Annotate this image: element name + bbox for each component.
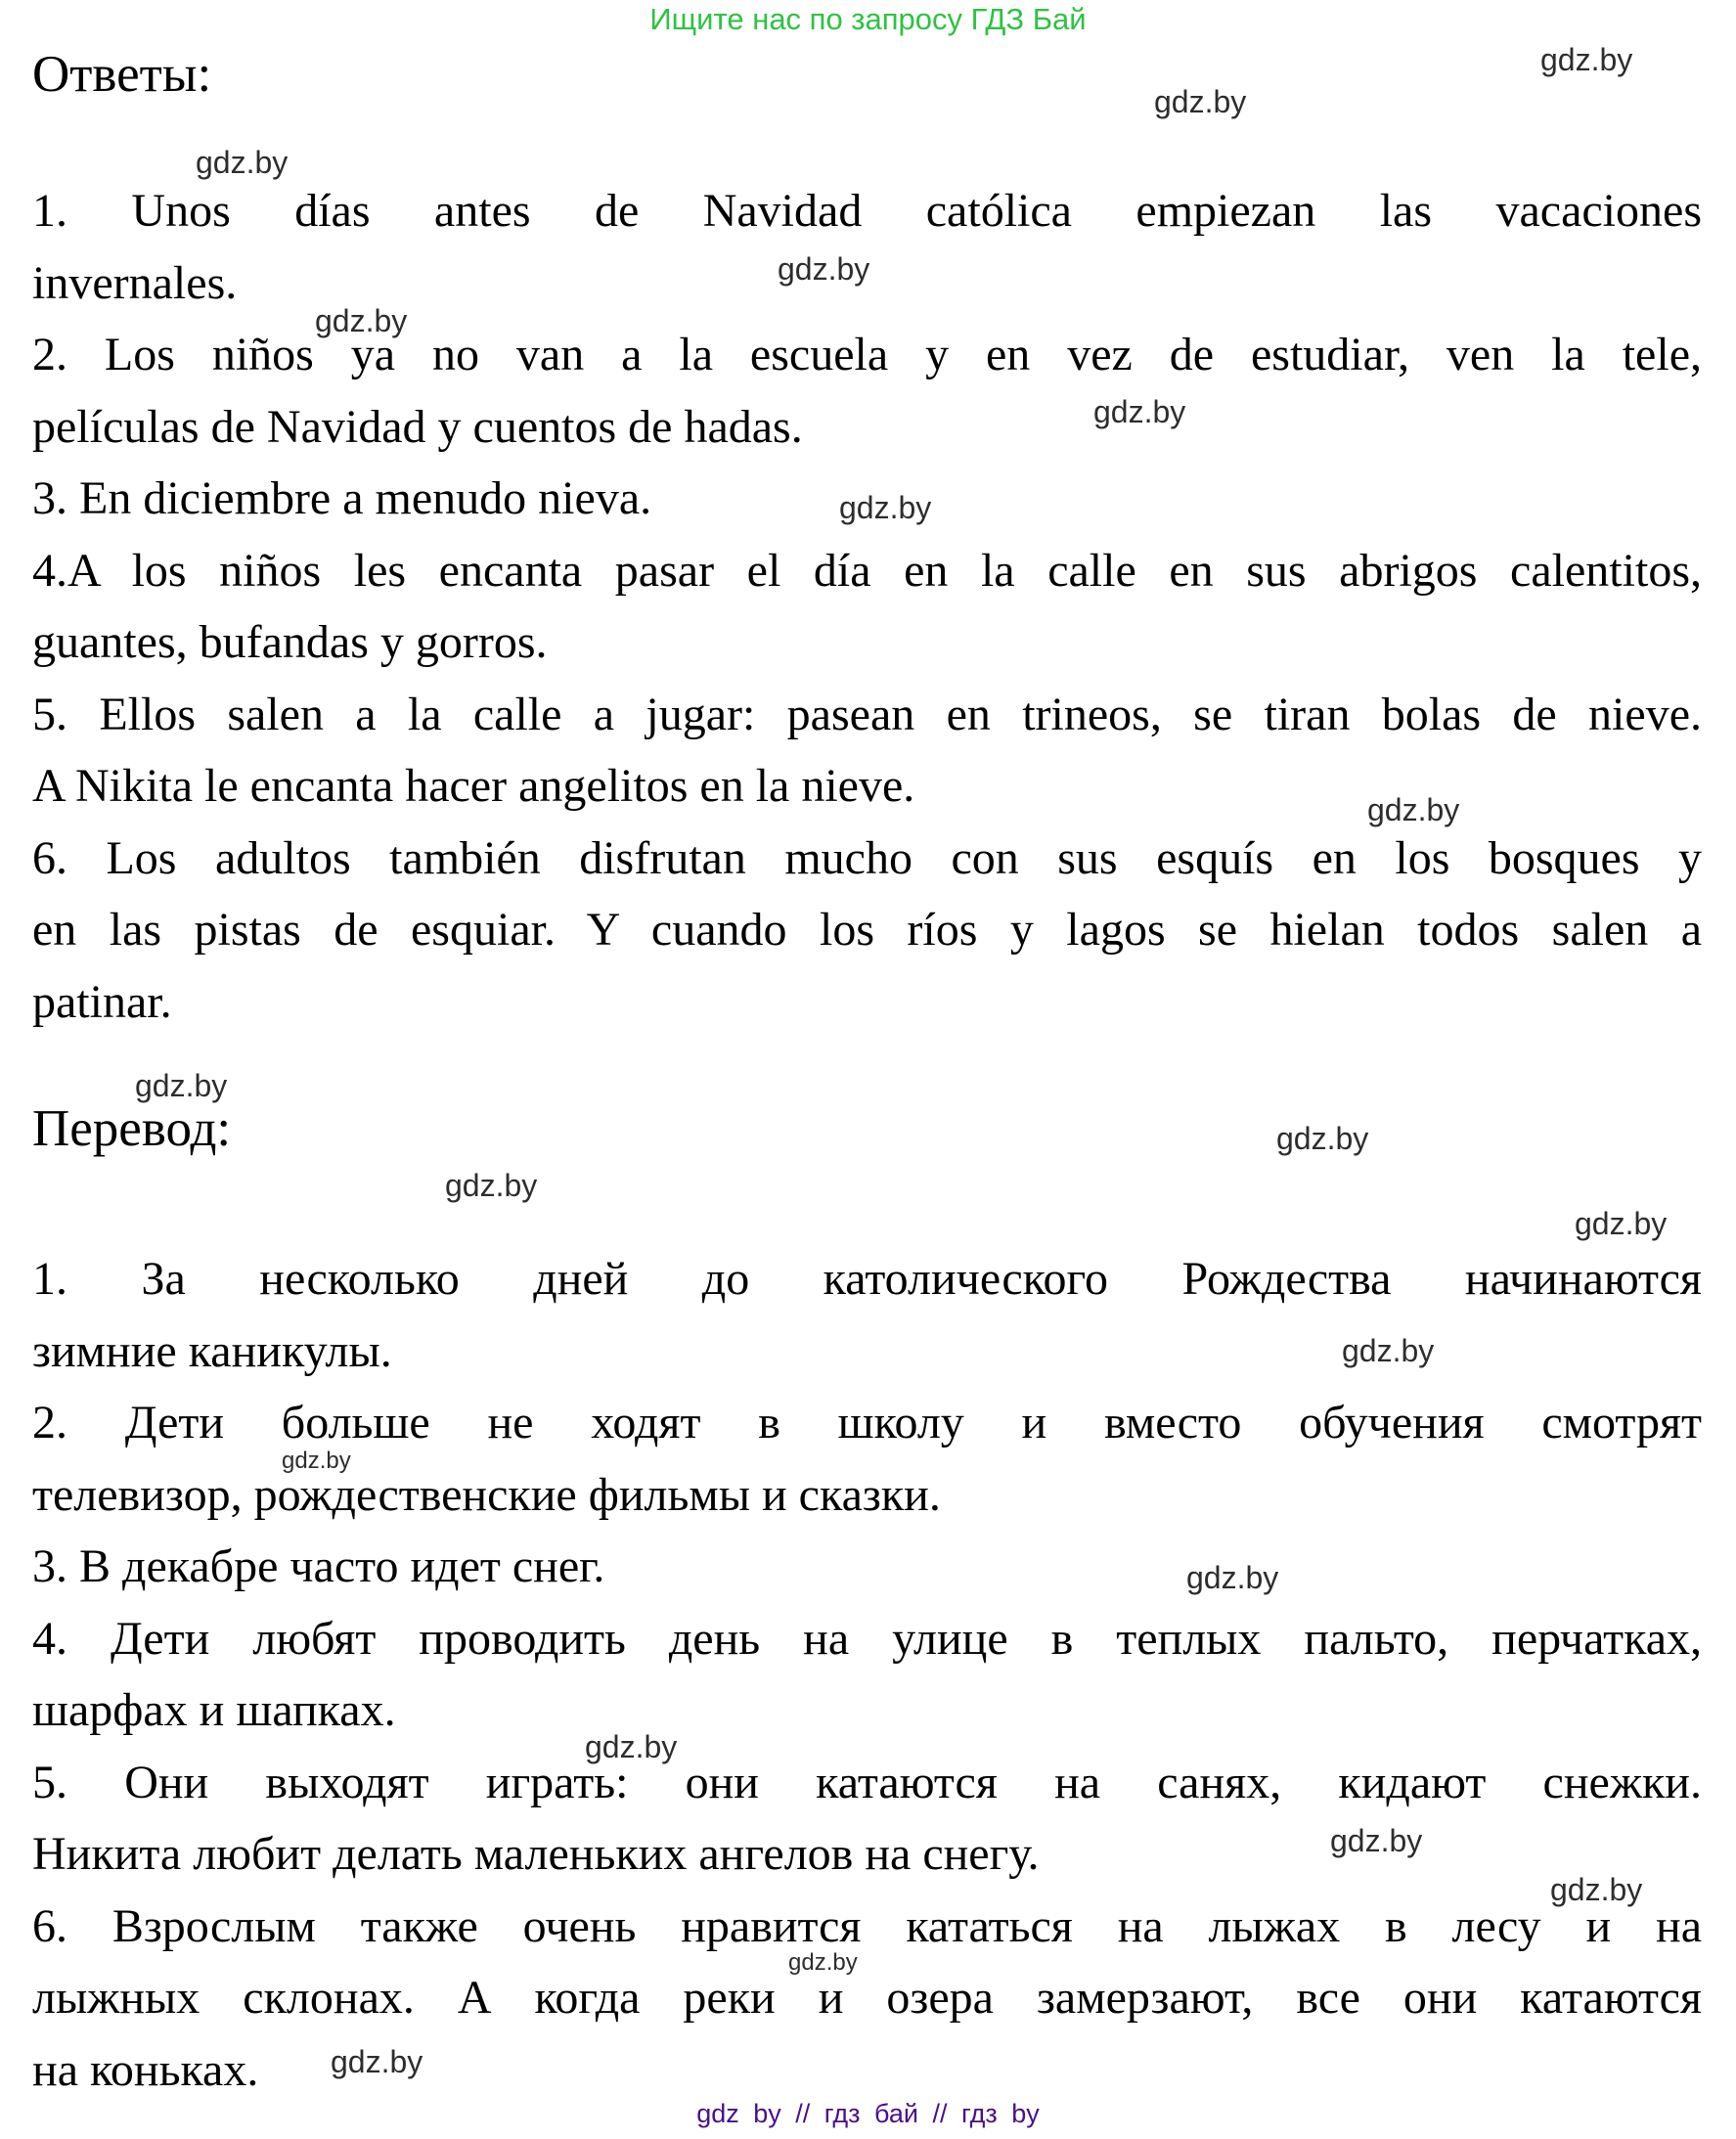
gdz-watermark: gdz.by bbox=[315, 303, 408, 338]
gdz-watermark: gdz.by bbox=[1367, 792, 1460, 827]
text-line: зимние каникулы. bbox=[32, 1324, 392, 1377]
paragraph bbox=[32, 1891, 1702, 2107]
gdz-watermark: gdz.by bbox=[196, 145, 289, 180]
gdz-watermark: gdz.by bbox=[1093, 394, 1186, 429]
paragraph bbox=[32, 1243, 1702, 1387]
gdz-watermark: gdz.by bbox=[1330, 1823, 1423, 1858]
text-line: лыжных склонах. А когда реки и озера замерзают, все они катаются bbox=[32, 1972, 1702, 2024]
text-line: patinar. bbox=[32, 975, 172, 1028]
paragraph bbox=[32, 679, 1702, 827]
gdz-watermark: gdz.by bbox=[1550, 1872, 1643, 1907]
gdz-watermark: gdz.by bbox=[585, 1729, 678, 1764]
footer-links: gdz by // гдз бай // гдз by bbox=[696, 2099, 1040, 2128]
answers-text-block bbox=[32, 175, 1702, 1038]
paragraph bbox=[32, 1531, 1702, 1603]
text-line: 4. Дети любят проводить день на улице в теплых пальто, перчатках, bbox=[32, 1612, 1702, 1665]
text-line: A Nikita le encanta hacer angelitos en la nieve. bbox=[32, 760, 915, 812]
text-line: 3. En diciembre a menudo nieva. bbox=[32, 472, 652, 524]
paragraph bbox=[32, 1747, 1702, 1891]
text-line: телевизор, рождественские фильмы и сказки. bbox=[32, 1468, 941, 1521]
text-line: guantes, bufandas y gorros. bbox=[32, 616, 548, 668]
text-line: 1. Unos días antes de Navidad católica empiezan las vacaciones bbox=[32, 185, 1702, 237]
paragraph bbox=[32, 463, 1702, 535]
gdz-watermark: gdz.by bbox=[331, 2044, 423, 2079]
text-line: Никита любит делать маленьких ангелов на снегу. bbox=[32, 1828, 1040, 1880]
gdz-watermark: gdz.by bbox=[839, 490, 932, 525]
paragraph bbox=[32, 1603, 1702, 1747]
gdz-watermark: gdz.by bbox=[282, 1448, 351, 1474]
gdz-watermark: gdz.by bbox=[1575, 1206, 1668, 1241]
gdz-watermark: gdz.by bbox=[778, 251, 870, 287]
gdz-watermark: gdz.by bbox=[1276, 1121, 1369, 1156]
promo-banner-text: Ищите нас по запросу ГДЗ Бай bbox=[649, 2, 1087, 36]
gdz-watermark: gdz.by bbox=[445, 1168, 538, 1203]
text-line: en las pistas de esquiar. Y cuando los ríos y lagos se hielan todos salen a bbox=[32, 904, 1702, 956]
translation-text-block bbox=[32, 1243, 1702, 2106]
gdz-watermark: gdz.by bbox=[1154, 84, 1247, 119]
text-line: 6. Взрослым также очень нравится кататься на лыжах в лесу и на bbox=[32, 1899, 1702, 1952]
paragraph bbox=[32, 823, 1702, 1039]
paragraph bbox=[32, 175, 1702, 319]
text-line: 4.A los niños les encanta pasar el día en la calle en sus abrigos calentitos, bbox=[32, 544, 1702, 597]
text-line: на коньках. bbox=[32, 2043, 259, 2096]
text-line: invernales. bbox=[32, 256, 238, 309]
gdz-watermark: gdz.by bbox=[1540, 42, 1633, 77]
paragraph bbox=[32, 535, 1702, 679]
text-line: películas de Navidad y cuentos de hadas. bbox=[32, 400, 803, 453]
translation-heading: Перевод: bbox=[32, 1100, 232, 1157]
paragraph bbox=[32, 319, 1702, 463]
gdz-watermark: gdz.by bbox=[1186, 1560, 1279, 1595]
text-line: 6. Los adultos también disfrutan mucho con sus esquís en los bosques y bbox=[32, 831, 1702, 884]
text-line: шарфах и шапках. bbox=[32, 1684, 396, 1736]
text-line: 2. Дети больше не ходят в школу и вместо обучения смотрят bbox=[32, 1397, 1702, 1448]
text-line: 5. Они выходят играть: они катаются на санях, кидают снежки. bbox=[32, 1756, 1702, 1808]
text-line: 5. Ellos salen a la calle a jugar: pasean en trineos, se tiran bolas de nieve. bbox=[32, 688, 1702, 740]
gdz-watermark: gdz.by bbox=[135, 1068, 228, 1103]
answers-heading: Ответы: bbox=[32, 46, 212, 103]
gdz-watermark: gdz.by bbox=[1342, 1333, 1435, 1368]
gdz-watermark: gdz.by bbox=[788, 1949, 858, 1976]
text-line: 2. Los niños ya no van a la escuela y en vez de estudiar, ven la tele, bbox=[32, 329, 1702, 380]
text-line: 3. В декабре часто идет снег. bbox=[32, 1540, 605, 1592]
paragraph bbox=[32, 1387, 1702, 1531]
text-line: 1. За несколько дней до католического Рождества начинаются bbox=[32, 1253, 1702, 1305]
